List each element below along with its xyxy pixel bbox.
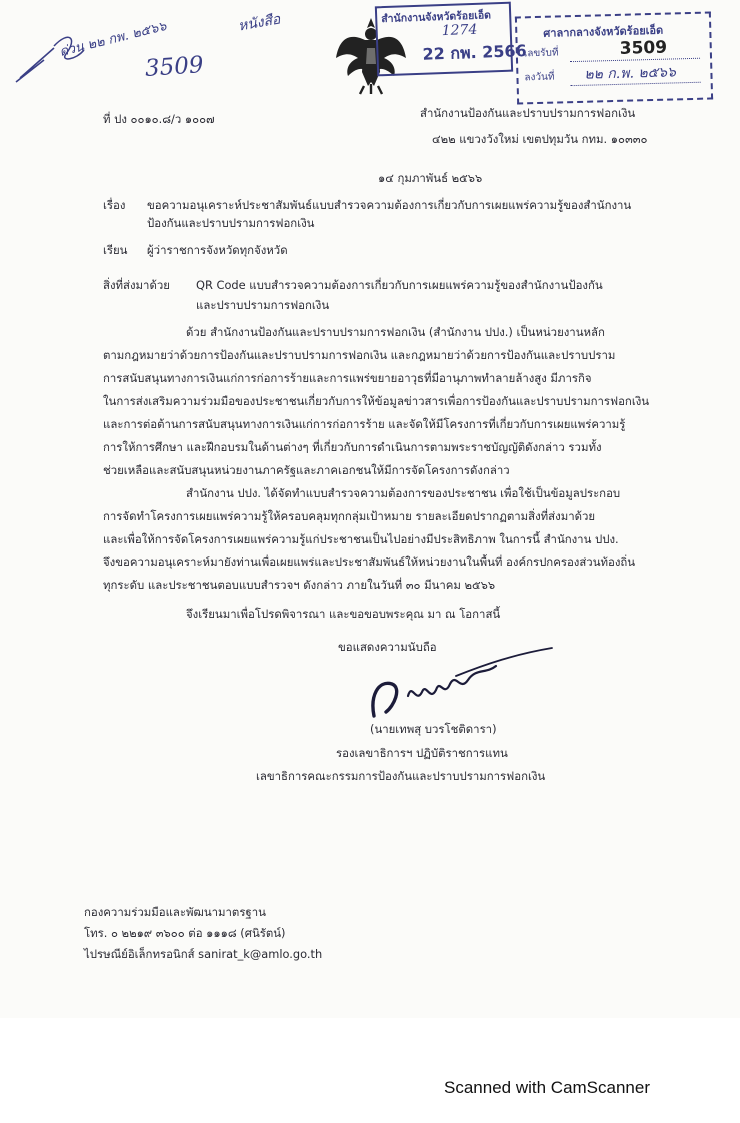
receive-date-label: ลงวันที่ [524, 71, 555, 84]
paragraph2-line: จึงขอความอนุเคราะห์มายังท่านเพื่อเผยแพร่และประชาสัมพันธ์ให้หน่วยงานในพื้นที่ องค์กรปกครองส่วนท้องถิ่น [103, 555, 636, 569]
signatory-name: (นายเทพสุ บวรโชติดารา) [370, 722, 497, 736]
signatory-title-1: รองเลขาธิการฯ ปฏิบัติราชการแทน [336, 746, 508, 760]
province-stamp-number: 1274 [441, 21, 478, 40]
central-office-stamp [515, 11, 713, 104]
paragraph2-line: การจัดทำโครงการเผยแพร่ความรู้ให้ครอบคลุมทุกกลุ่มเป้าหมาย รายละเอียดปรากฏตามสิ่งที่ส่งมาด้วย [103, 509, 596, 523]
attachment-line-2: และปราบปรามการฟอกเงิน [196, 298, 330, 312]
paragraph1-line: ตามกฎหมายว่าด้วยการป้องกันและปราบปรามการฟอกเงิน และกฎหมายว่าด้วยการป้องกันและปราบปราม [103, 348, 616, 362]
salutation: ขอแสดงความนับถือ [338, 640, 437, 654]
province-office-stamp [375, 2, 528, 77]
to-value: ผู้ว่าราชการจังหวัดทุกจังหวัด [147, 243, 288, 257]
closing-request: จึงเรียนมาเพื่อโปรดพิจารณา และขอขอบพระคุณ มา ณ โอกาสนี้ [186, 607, 501, 621]
reference-number: ที่ ปง ๐๐๑๐.๘/ว ๑๐๐๗ [103, 112, 215, 126]
letter-date: ๑๔ กุมภาพันธ์ ๒๕๖๖ [378, 171, 483, 185]
attachment-label: สิ่งที่ส่งมาด้วย [103, 278, 170, 292]
subject-line-1: ขอความอนุเคราะห์ประชาสัมพันธ์แบบสำรวจความต้องการเกี่ยวกับการเผยแพร่ความรู้ของสำนักงาน [147, 198, 632, 212]
signatory-title-2: เลขาธิการคณะกรรมการป้องกันและปราบปรามการฟอกเงิน [256, 769, 546, 783]
handwritten-number: 3509 [144, 51, 205, 83]
subject-line-2: ป้องกันและปราบปรามการฟอกเงิน [147, 216, 315, 230]
contact-division: กองความร่วมมือและพัฒนามาตรฐาน [84, 905, 266, 919]
paragraph2-line: สำนักงาน ปปง. ได้จัดทำแบบสำรวจความต้องการของประชาชน เพื่อใช้เป็นข้อมูลประกอบ [186, 486, 621, 500]
paragraph1-line: และการต่อต้านการสนับสนุนทางการเงินแก่การก่อการร้าย และจัดให้มีโครงการที่เกี่ยวกับการเผยแพร่ความรู้ [103, 417, 626, 431]
agency-address: ๔๒๒ แขวงวังใหม่ เขตปทุมวัน กทม. ๑๐๓๓๐ [432, 132, 648, 146]
scanner-watermark: Scanned with CamScanner [444, 1078, 651, 1097]
receive-number: 3509 [619, 37, 668, 59]
contact-email: ไปรษณีย์อิเล็กทรอนิกส์ sanirat_k@amlo.go.th [84, 947, 323, 961]
attachment-line-1: QR Code แบบสำรวจความต้องการเกี่ยวกับการเผยแพร่ความรู้ของสำนักงานป้องกัน [196, 278, 603, 292]
central-stamp-title: ศาลากลางจังหวัดร้อยเอ็ด [543, 23, 664, 40]
province-stamp-title: สำนักงานจังหวัดร้อยเอ็ด [381, 9, 492, 26]
paragraph2-line: ทุกระดับ และประชาชนตอบแบบสำรวจฯ ดังกล่าว ภายในวันที่ ๓๐ มีนาคม ๒๕๖๖ [103, 578, 496, 592]
subject-label: เรื่อง [103, 198, 126, 212]
to-label: เรียน [103, 243, 128, 257]
agency-name: สำนักงานป้องกันและปราบปรามการฟอกเงิน [420, 106, 636, 120]
paragraph1-line: ช่วยเหลือและสนับสนุนหน่วยงานภาครัฐและภาคเอกชนให้มีการจัดโครงการดังกล่าว [103, 463, 510, 477]
handwritten-top-note: หนังสือ [236, 11, 282, 35]
paragraph1-line: การสนับสนุนทางการเงินแก่การก่อการร้ายและการแพร่ขยายอาวุธที่มีอานุภาพทำลายล้างสูง มีภารกิจ [103, 371, 592, 385]
signature-mark [356, 646, 556, 722]
paragraph1-line: การให้การศึกษา และฝึกอบรมในด้านต่างๆ ที่เกี่ยวกับการดำเนินการตามพระราชบัญญัติดังกล่าว รวมทั้ง [103, 440, 602, 454]
handwritten-urgent-note: ด่วน ๒๒ กพ. ๒๕๖๖ [58, 18, 169, 61]
paragraph1-line: ในการส่งเสริมความร่วมมือของประชาชนเกี่ยวกับการให้ข้อมูลข่าวสารเพื่อการป้องกันและปราบปรามการฟอกเงิน [103, 394, 650, 408]
paragraph1-line: ด้วย สำนักงานป้องกันและปราบปรามการฟอกเงิน (สำนักงาน ปปง.) เป็นหน่วยงานหลัก [186, 325, 605, 339]
receive-label: เลขรับที่ [523, 47, 559, 60]
contact-phone: โทร. ๐ ๒๒๑๙ ๓๖๐๐ ต่อ ๑๑๑๘ (ศนิรัตน์) [84, 926, 286, 940]
paragraph2-line: และเพื่อให้การจัดโครงการเผยแพร่ความรู้แก่ประชาชนเป็นไปอย่างมีประสิทธิภาพ ในการนี้ สำนักงาน ปปง. [103, 532, 619, 546]
receive-date-value: ๒๒ ก.พ. ๒๕๖๖ [584, 64, 677, 83]
province-stamp-date: 22 กพ. 2566 [422, 41, 528, 64]
